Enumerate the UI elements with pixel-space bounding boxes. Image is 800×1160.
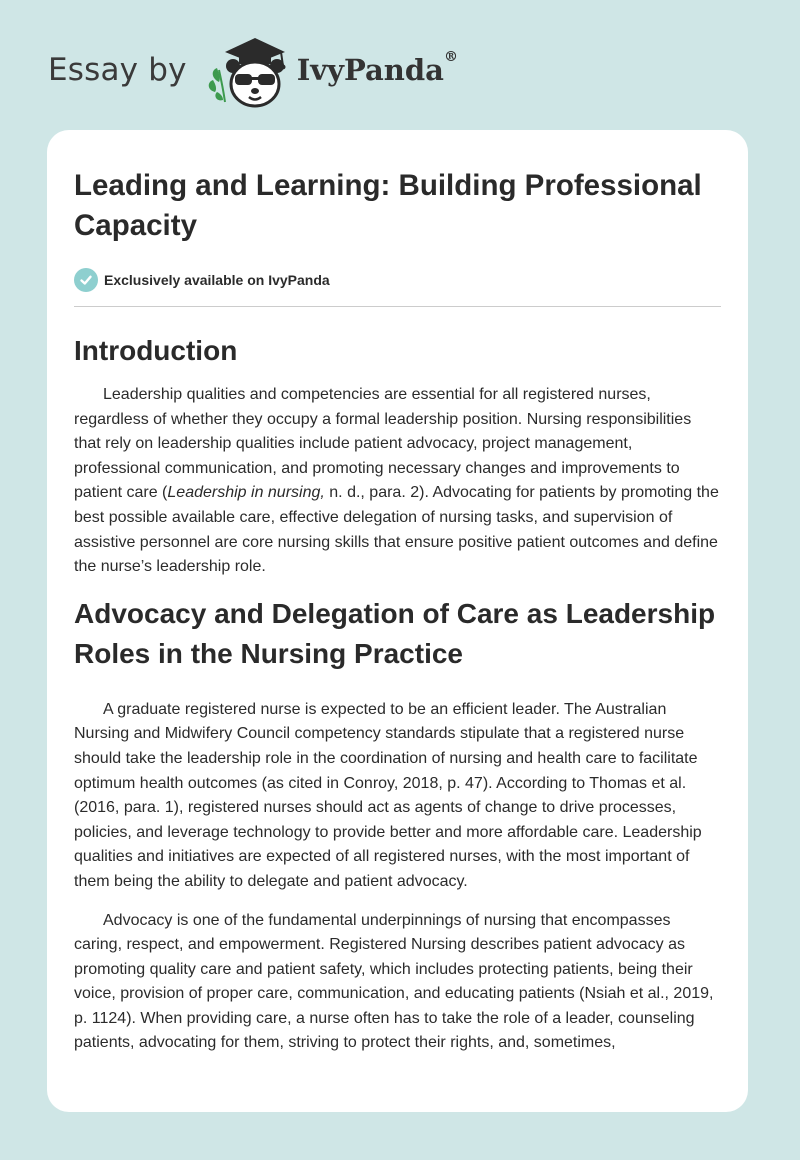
exclusive-label: Exclusively available on IvyPanda [104, 272, 330, 288]
section-heading-advocacy: Advocacy and Delegation of Care as Leadership Roles in the Nursing Practice [74, 597, 716, 669]
section-heading-introduction: Introduction [74, 335, 238, 366]
checkmark-icon [74, 268, 98, 292]
ivypanda-logo-icon[interactable] [205, 30, 291, 110]
exclusive-badge [74, 268, 721, 307]
ivypanda-brand-name[interactable]: IvyPanda® [296, 49, 458, 87]
registered-mark: ® [443, 49, 458, 65]
cited-source-title: Leadership in nursing, [167, 484, 325, 502]
essay-card [47, 130, 748, 1112]
paragraph: A graduate registered nurse is expected to be an efficient leader. The Australian Nursing and Midwifery Council competency standards stipulate that a registered nurse should take the leadership role in the coordination of nursing and health care to facilitate optimum health outcomes (as cited in Conroy, 2018, p. 47). According to Thomas et al. (2016, para. 1), registered nurses should act as agents of change to drive processes, policies, and leverage technology to provide better and more affordable care. Leadership qualities and initiatives are expected of all registered nurses, with the most important of them being the ability to delegate and patient advocacy. [74, 700, 702, 890]
paragraph: Leadership qualities and competencies are essential for all registered nurses, regardless of whether they occupy a formal leadership position. Nursing responsibilities that rely on leadership qualities include patient advocacy, project management, professional communication, and promoting necessary changes and improvements to patient care (Leadership in nursing, n. d., para. 2). Advocating for patients by promoting the best possible available care, effective delegation of nursing tasks, and supervision of assistive personnel are core nursing skills that ensure positive patient outcomes and define the nurse’s leadership role. [74, 386, 719, 576]
essay-title: Leading and Learning: Building Professional Capacity [74, 169, 702, 242]
paragraph: Advocacy is one of the fundamental underpinnings of nursing that encompasses caring, respect, and empowerment. Registered Nursing describes patient advocacy as promoting quality care and patient safety, which includes protecting patients, being their voice, provision of proper care, communication, and educating patients (Nsiah et al., 2019, p. 1124). When providing care, a nurse often has to take the role of a leader, counseling patients, advocating for them, striving to protect their rights, and, sometimes, [74, 911, 714, 1052]
site-header [48, 30, 458, 110]
essay-by-label: Essay by [48, 52, 187, 88]
